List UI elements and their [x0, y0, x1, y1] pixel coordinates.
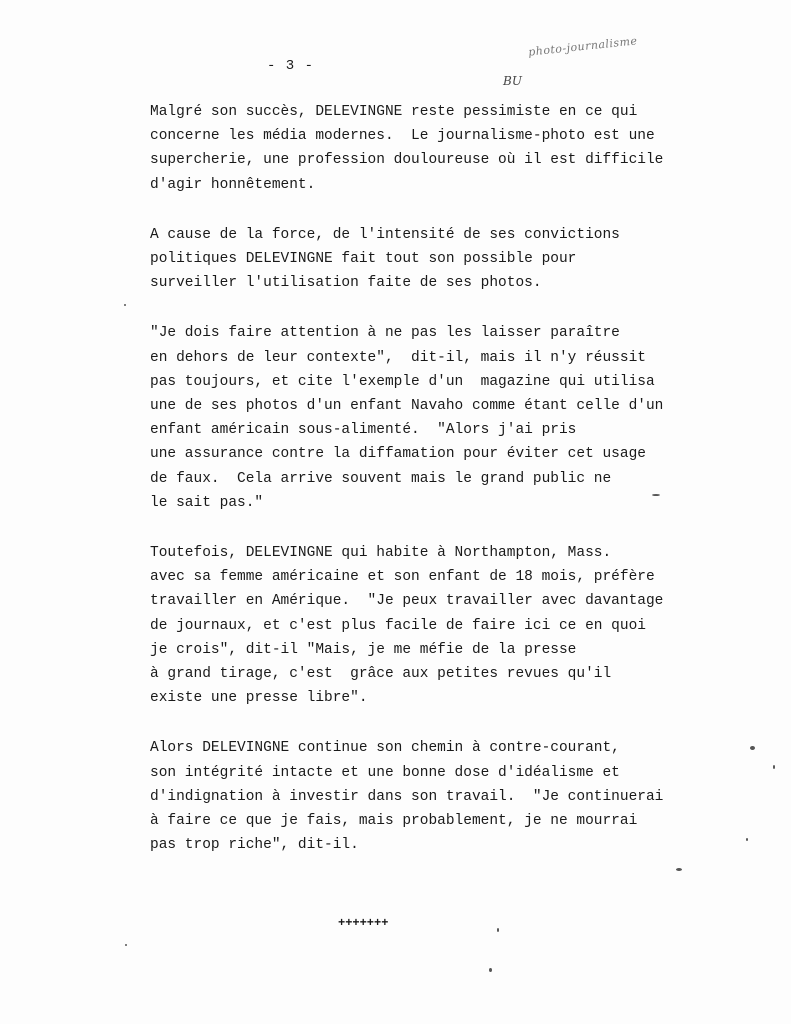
scan-speck	[676, 868, 682, 871]
end-of-article-mark: +++++++	[338, 916, 389, 930]
text-line: existe une presse libre".	[150, 690, 368, 707]
scan-speck	[652, 494, 660, 496]
page-number: - 3 -	[267, 58, 315, 74]
text-line: A cause de la force, de l'intensité de ses convictions	[150, 226, 620, 243]
text-line: Alors DELEVINGNE continue son chemin à contre-courant,	[150, 740, 620, 757]
text-line: une de ses photos d'un enfant Navaho comme étant celle d'un	[150, 398, 664, 415]
scan-speck	[746, 838, 748, 841]
text-line: enfant américain sous-alimenté. "Alors j'ai pris	[150, 422, 577, 439]
scan-speck	[497, 928, 499, 932]
text-line: supercherie, une profession douloureuse où il est difficile	[150, 152, 664, 169]
paragraph	[150, 100, 750, 197]
text-line: d'indignation à investir dans son travail. "Je continuerai	[150, 788, 664, 805]
text-line: Malgré son succès, DELEVINGNE reste pessimiste en ce qui	[150, 104, 638, 120]
text-line: concerne les média modernes. Le journalisme-photo est une	[150, 128, 655, 145]
scan-speck	[773, 765, 775, 769]
text-line: le sait pas."	[150, 494, 264, 511]
text-line: Toutefois, DELEVINGNE qui habite à Northampton, Mass.	[150, 545, 612, 562]
handwritten-initials: BU	[503, 74, 522, 88]
text-line: de faux. Cela arrive souvent mais le grand public ne	[150, 470, 612, 487]
scan-speck	[489, 968, 492, 972]
text-line: en dehors de leur contexte", dit-il, mais il n'y réussit	[150, 349, 646, 366]
scan-speck	[750, 746, 755, 750]
paragraph	[150, 736, 750, 857]
paragraph	[150, 321, 750, 515]
text-line: à faire ce que je fais, mais probablement, je ne mourrai	[150, 813, 638, 830]
article-body	[150, 100, 750, 883]
handwritten-margin-note: photo-journalisme	[527, 34, 639, 59]
text-line: une assurance contre la diffamation pour éviter cet usage	[150, 446, 646, 463]
text-line: politiques DELEVINGNE fait tout son possible pour	[150, 251, 577, 268]
text-line: son intégrité intacte et une bonne dose d'idéalisme et	[150, 764, 620, 781]
text-line: je crois", dit-il "Mais, je me méfie de la presse	[150, 641, 577, 658]
text-line: à grand tirage, c'est grâce aux petites revues qu'il	[150, 666, 612, 683]
paragraph	[150, 223, 750, 296]
text-line: de journaux, et c'est plus facile de faire ici ce en quoi	[150, 617, 646, 634]
text-line: pas toujours, et cite l'exemple d'un magazine qui utilisa	[150, 373, 655, 390]
scan-speck	[125, 944, 127, 946]
text-line: travailler en Amérique. "Je peux travailler avec davantage	[150, 593, 664, 610]
text-line: d'agir honnêtement.	[150, 176, 316, 193]
text-line: pas trop riche", dit-il.	[150, 837, 359, 854]
paragraph	[150, 541, 750, 710]
text-line: "Je dois faire attention à ne pas les laisser paraître	[150, 325, 620, 342]
text-line: avec sa femme américaine et son enfant de 18 mois, préfère	[150, 569, 655, 586]
scan-speck	[124, 304, 126, 306]
text-line: surveiller l'utilisation faite de ses photos.	[150, 275, 542, 292]
